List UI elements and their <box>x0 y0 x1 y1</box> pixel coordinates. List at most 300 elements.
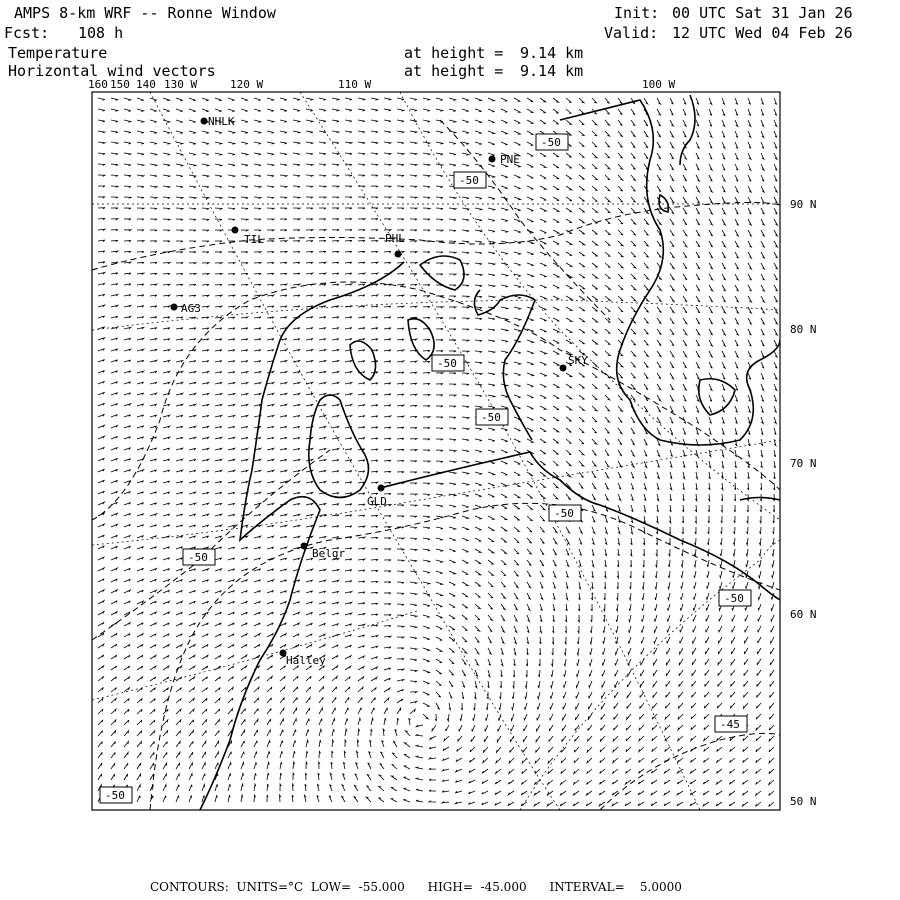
wind-vector <box>665 747 670 752</box>
wind-vector <box>163 230 170 231</box>
wind-vector <box>423 659 430 662</box>
wind-vector <box>683 153 686 159</box>
wind-vector <box>254 284 261 285</box>
wind-vector <box>215 219 222 220</box>
wind-vector <box>267 383 274 385</box>
wind-vector <box>163 98 170 101</box>
wind-vector <box>501 120 507 123</box>
wind-vector <box>98 601 104 604</box>
wind-vector <box>241 284 248 285</box>
wind-vector <box>124 230 131 231</box>
wind-vector <box>371 708 374 714</box>
wind-vector <box>629 626 631 633</box>
wind-vector <box>345 645 351 648</box>
wind-vector <box>384 658 391 660</box>
wind-vector <box>641 626 644 633</box>
wind-vector <box>202 601 209 604</box>
wind-vector <box>677 802 683 806</box>
wind-vector <box>709 208 713 214</box>
wind-vector <box>280 591 287 593</box>
wind-vector <box>721 527 722 534</box>
wind-vector <box>137 131 144 133</box>
wind-vector <box>202 426 209 428</box>
wind-vector <box>150 677 156 681</box>
wind-vector <box>150 720 155 725</box>
wind-vector <box>644 516 646 523</box>
wind-vector <box>743 758 748 763</box>
wind-vector <box>692 681 696 687</box>
wind-vector <box>693 626 696 632</box>
wind-vector <box>603 637 605 644</box>
wind-vector <box>358 581 365 583</box>
wind-vector <box>501 439 508 442</box>
wind-vector <box>241 164 248 166</box>
wind-vector <box>395 729 397 736</box>
wind-vector <box>423 372 430 373</box>
wind-vector <box>384 582 391 583</box>
wind-vector <box>111 436 118 439</box>
wind-vector <box>241 773 244 780</box>
wind-vector <box>579 340 585 344</box>
wind-vector <box>241 339 248 341</box>
wind-vector <box>449 648 455 652</box>
wind-vector <box>111 305 118 307</box>
lon-label-160: 160 <box>88 78 108 91</box>
wind-vector <box>176 120 183 123</box>
wind-vector <box>735 164 738 170</box>
wind-vector <box>176 175 183 177</box>
wind-vector <box>436 208 443 210</box>
wind-vector <box>384 538 391 539</box>
wind-vector <box>657 362 661 368</box>
wind-vector <box>709 483 711 490</box>
wind-vector <box>539 648 540 655</box>
wind-vector <box>605 186 610 191</box>
wind-vector <box>527 351 534 354</box>
wind-vector <box>774 340 777 346</box>
wind-vector <box>730 747 735 752</box>
wind-vector <box>345 383 352 385</box>
wind-vector <box>553 439 559 443</box>
wind-vector <box>111 393 118 395</box>
wind-vector <box>371 603 378 604</box>
wind-vector <box>124 360 131 362</box>
wind-vector <box>137 525 144 527</box>
wind-vector <box>771 626 774 632</box>
wind-vector <box>704 714 709 719</box>
wind-vector <box>630 560 631 567</box>
wind-vector <box>695 538 696 545</box>
wind-vector <box>345 460 352 462</box>
wind-vector <box>137 208 144 209</box>
wind-vector <box>561 780 566 785</box>
wind-vector <box>124 338 131 340</box>
wind-vector <box>423 142 430 144</box>
wind-vector <box>111 294 118 296</box>
wind-vector <box>345 677 350 682</box>
wind-vector <box>319 306 326 308</box>
wind-vector <box>98 579 104 582</box>
wind-vector <box>416 756 423 758</box>
wind-vector <box>618 131 622 136</box>
wind-vector <box>384 427 391 429</box>
wind-vector <box>600 747 605 752</box>
wind-vector <box>319 350 326 352</box>
wind-vector <box>319 471 326 473</box>
wind-vector <box>618 406 623 411</box>
wind-vector <box>410 416 417 417</box>
wind-vector <box>215 795 217 802</box>
wind-vector <box>566 219 572 223</box>
wind-vector <box>124 349 131 351</box>
wind-vector <box>410 142 417 144</box>
wind-vector <box>332 208 339 209</box>
wind-vector <box>215 481 222 483</box>
wind-vector <box>98 480 104 483</box>
wind-vector <box>692 670 696 676</box>
wind-vector <box>345 581 352 583</box>
wind-vector <box>111 382 118 384</box>
wind-vector <box>566 450 571 455</box>
wind-vector <box>550 714 553 720</box>
wind-vector <box>644 362 648 368</box>
wind-vector <box>683 351 687 357</box>
wind-vector <box>501 461 508 464</box>
wind-vector <box>280 393 287 395</box>
wind-vector <box>397 461 404 462</box>
svg-text:PNE: PNE <box>500 153 520 166</box>
wind-vector <box>641 637 644 644</box>
wind-vector <box>124 448 131 450</box>
wind-vector <box>769 747 774 752</box>
wind-vector <box>254 361 261 363</box>
wind-vector <box>540 175 546 178</box>
wind-vector <box>345 493 352 495</box>
wind-vector <box>124 131 131 133</box>
wind-vector <box>423 615 430 618</box>
wind-vector <box>176 796 179 803</box>
wind-vector <box>657 98 661 104</box>
wind-vector <box>293 602 300 605</box>
wind-vector <box>592 197 597 202</box>
wind-vector <box>292 795 294 802</box>
wind-vector <box>756 725 761 730</box>
wind-vector <box>446 725 449 731</box>
wind-vector <box>501 142 508 145</box>
wind-vector <box>566 571 568 578</box>
wind-vector <box>254 741 257 747</box>
wind-vector <box>605 109 610 114</box>
wind-vector <box>770 681 774 687</box>
wind-vector <box>124 153 131 155</box>
wind-vector <box>625 791 631 795</box>
wind-vector <box>748 230 751 236</box>
wind-vector <box>639 769 645 773</box>
wind-vector <box>696 98 699 104</box>
wind-vector <box>683 307 687 313</box>
wind-vector <box>267 762 269 769</box>
wind-vector <box>579 307 585 311</box>
wind-vector <box>319 591 326 593</box>
wind-vector <box>397 328 404 330</box>
wind-vector <box>553 593 555 600</box>
wind-vector <box>488 373 495 375</box>
wind-vector <box>618 329 623 334</box>
wind-vector <box>462 626 467 631</box>
wind-vector <box>189 263 196 264</box>
wind-vector <box>733 582 736 589</box>
wind-vector <box>371 339 378 341</box>
wind-vector <box>449 527 456 530</box>
wind-vector <box>511 714 514 721</box>
svg-text:-50: -50 <box>105 789 125 802</box>
wind-vector <box>746 538 748 545</box>
wind-vector <box>176 317 183 319</box>
wind-vector <box>241 404 248 406</box>
wind-vector <box>176 645 182 649</box>
wind-vector <box>436 626 442 629</box>
wind-vector <box>540 329 547 332</box>
wind-vector <box>137 404 144 406</box>
wind-vector <box>735 417 737 424</box>
wind-vector <box>591 615 592 622</box>
wind-vector <box>150 731 155 736</box>
wind-vector <box>553 626 554 633</box>
svg-text:-50: -50 <box>724 592 744 605</box>
wind-vector <box>358 339 365 341</box>
wind-vector <box>602 681 605 687</box>
wind-vector <box>522 780 528 784</box>
wind-vector <box>514 230 521 233</box>
wind-vector <box>163 273 170 274</box>
wind-vector <box>241 741 244 747</box>
wind-vector <box>457 747 462 752</box>
wind-vector <box>371 687 376 692</box>
wind-vector <box>605 362 610 367</box>
wind-vector <box>189 295 196 296</box>
wind-vector <box>241 415 248 417</box>
wind-vector <box>759 549 761 556</box>
wind-vector <box>384 394 391 396</box>
wind-vector <box>345 142 352 144</box>
wind-vector <box>527 582 531 588</box>
wind-vector <box>462 318 469 319</box>
wind-vector <box>683 472 685 479</box>
wind-vector <box>137 262 144 263</box>
wind-vector <box>371 164 378 166</box>
wind-vector <box>561 769 566 774</box>
wind-vector <box>163 404 170 406</box>
wind-vector <box>189 752 193 758</box>
wind-vector <box>228 394 235 396</box>
wind-vector <box>254 569 261 571</box>
wind-vector <box>150 393 157 395</box>
wind-vector <box>306 481 313 483</box>
wind-vector <box>319 153 326 155</box>
wind-vector <box>540 208 546 211</box>
wind-vector <box>761 164 764 170</box>
wind-vector <box>436 340 443 341</box>
wind-vector <box>592 285 598 289</box>
wind-vector <box>709 219 713 225</box>
wind-vector <box>696 241 700 247</box>
wind-vector <box>553 538 557 544</box>
wind-vector <box>735 98 738 105</box>
wind-vector <box>254 230 261 231</box>
wind-vector <box>280 751 282 758</box>
wind-vector <box>605 439 609 445</box>
wind-vector <box>345 471 352 473</box>
wind-vector <box>416 767 423 769</box>
wind-vector <box>358 718 361 725</box>
wind-vector <box>722 384 725 390</box>
wind-vector <box>215 415 222 417</box>
wind-vector <box>371 383 378 385</box>
wind-vector <box>202 698 207 703</box>
wind-vector <box>124 568 130 571</box>
wind-vector <box>760 505 761 512</box>
field-name-temperature: Temperature <box>8 44 108 62</box>
wind-vector <box>703 802 709 806</box>
wind-vector <box>163 382 170 384</box>
wind-vector <box>228 677 234 681</box>
wind-vector <box>540 252 546 255</box>
wind-vector <box>722 197 725 203</box>
wind-vector <box>241 762 244 769</box>
wind-vector <box>670 142 674 148</box>
wind-vector <box>475 626 480 631</box>
wind-vector <box>293 525 300 527</box>
wind-vector <box>514 186 521 189</box>
wind-vector <box>746 582 749 589</box>
wind-vector <box>696 274 700 280</box>
wind-vector <box>124 470 131 473</box>
wind-vector <box>410 208 417 209</box>
wind-vector <box>392 753 397 758</box>
wind-vector <box>745 637 748 643</box>
wind-vector <box>332 449 339 451</box>
wind-vector <box>618 318 623 323</box>
wind-vector <box>626 736 631 741</box>
wind-vector <box>356 762 358 769</box>
wind-vector <box>592 384 597 389</box>
wind-vector <box>306 251 313 252</box>
wind-vector <box>358 614 365 616</box>
wind-vector <box>150 470 157 472</box>
wind-vector <box>670 472 672 479</box>
wind-vector <box>397 153 404 155</box>
wind-vector <box>293 591 300 593</box>
wind-vector <box>150 492 157 494</box>
wind-vector <box>705 670 709 676</box>
wind-vector <box>680 615 683 622</box>
wind-vector <box>680 604 683 611</box>
wind-vector <box>241 437 248 439</box>
wind-vector <box>498 725 501 731</box>
wind-vector <box>604 582 605 589</box>
wind-vector <box>549 747 554 752</box>
wind-vector <box>501 527 507 531</box>
wind-vector <box>535 769 540 774</box>
wind-vector <box>423 461 430 462</box>
wind-vector <box>150 382 157 384</box>
wind-vector <box>683 208 687 214</box>
wind-vector <box>488 351 495 353</box>
wind-vector <box>652 736 657 741</box>
wind-vector <box>574 780 579 784</box>
wind-vector <box>293 131 300 133</box>
wind-vector <box>522 769 527 774</box>
wind-vector <box>670 340 674 346</box>
wind-vector <box>332 697 336 703</box>
wind-vector <box>176 230 183 231</box>
wind-vector <box>137 360 144 362</box>
wind-vector <box>653 670 657 676</box>
wind-vector <box>482 780 488 784</box>
wind-vector <box>631 175 636 180</box>
wind-vector <box>475 131 482 134</box>
wind-vector <box>605 329 610 334</box>
wind-vector <box>566 318 572 321</box>
wind-vector <box>228 503 235 505</box>
wind-vector <box>644 439 647 445</box>
wind-vector <box>189 241 196 242</box>
wind-vector <box>397 637 404 638</box>
wind-vector <box>137 109 144 112</box>
wind-vector <box>189 774 192 780</box>
wind-vector <box>670 153 674 159</box>
wind-vector <box>735 296 739 302</box>
wind-vector <box>280 730 283 736</box>
svg-text:GLD: GLD <box>367 495 387 508</box>
wind-vector <box>709 307 713 313</box>
wind-vector <box>111 338 118 340</box>
wind-vector <box>618 109 622 115</box>
wind-vector <box>358 109 365 111</box>
wind-vector <box>566 604 568 611</box>
wind-vector <box>471 736 475 742</box>
wind-vector <box>670 329 674 335</box>
wind-vector <box>358 262 365 263</box>
wind-vector <box>304 795 306 802</box>
wind-vector <box>706 637 709 643</box>
wind-vector <box>501 230 508 232</box>
wind-vector <box>657 153 661 159</box>
wind-vector <box>423 670 430 673</box>
wind-vector <box>176 677 182 681</box>
wind-vector <box>455 802 462 804</box>
wind-vector <box>358 697 362 703</box>
wind-vector <box>306 393 313 395</box>
wind-vector <box>696 285 700 291</box>
wind-vector <box>449 461 456 463</box>
wind-vector <box>176 382 183 384</box>
wind-vector <box>306 503 313 505</box>
wind-vector <box>683 164 687 170</box>
wind-vector <box>501 472 507 475</box>
wind-vector <box>429 790 436 791</box>
wind-vector <box>553 362 559 365</box>
wind-vector <box>651 791 657 795</box>
wind-vector <box>462 571 468 574</box>
wind-vector <box>293 697 297 703</box>
wind-vector <box>716 780 722 784</box>
wind-vector <box>708 505 709 512</box>
wind-vector <box>442 769 449 771</box>
wind-vector <box>540 164 546 167</box>
wind-vector <box>416 745 423 747</box>
wind-vector <box>667 648 670 654</box>
